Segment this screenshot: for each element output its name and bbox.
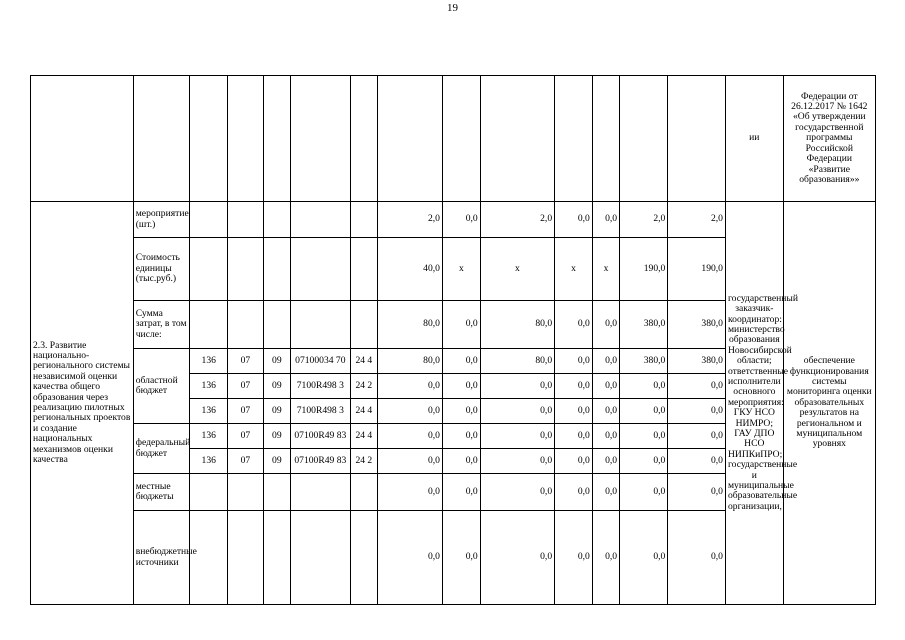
table-row: 136 07 09 7100R498 3 24 4 0,0 0,0 0,0 0,0 0,0 0,0 0,0 — [31, 399, 876, 424]
table-row: 136 07 09 7100R498 3 24 2 0,0 0,0 0,0 0,0 0,0 0,0 0,0 — [31, 374, 876, 399]
task-title: 2.3. Развитие национально-регионального системы независимой оценки качества общего образования через реализацию пилотных региональных проектов и создание национальных механизмов оценки качества — [31, 202, 134, 605]
table-row: местные бюджеты 0,0 0,0 0,0 0,0 0,0 0,0 0,0 — [31, 474, 876, 511]
executor-text: государственный заказчик-координатор: министерство образования Новосибирской области; ответственные исполнители основного мероприятия: ГКУ НСО НИМРО; ГАУ ДПО НСО НИПКиПРО; государственные и муниципальные образовательные организации, — [725, 202, 783, 605]
row-label: федеральный бюджет — [133, 424, 190, 474]
table-row: внебюджетные источники 0,0 0,0 0,0 0,0 0,0 0,0 0,0 — [31, 511, 876, 605]
table-row: 2.3. Развитие национально-регионального системы независимой оценки качества общего образования через реализацию пилотных региональных проектов и создание национальных механизмов оценки качества мероприятие (шт.) 2,0 0,0 2,0 0,0 0,0 2,0 2,0 государственный заказчик-координатор: министерство образования Новосибирской области; ответственные исполнители основного мероприятия: ГКУ НСО НИМРО; ГАУ ДПО НСО НИПКиПРО; государственные и муниципальные образовательные организации, обеспечение функционирования системы мониторинга оценки образовательных результатов на региональном и муниципальном уровнях — [31, 202, 876, 238]
page-number: 19 — [447, 2, 458, 14]
result-text: обеспечение функционирования системы мониторинга оценки образовательных результатов на региональном и муниципальном уровнях — [783, 202, 875, 605]
row-label: Сумма затрат, в том числе: — [133, 301, 190, 349]
basis-text: Федерации от 26.12.2017 № 1642 «Об утверждении государственной программы Российской Федерации «Развитие образования»» — [783, 76, 875, 202]
program-activities-table — [30, 75, 876, 605]
table-row: 136 07 09 07100R49 83 24 2 0,0 0,0 0,0 0,0 0,0 0,0 0,0 — [31, 449, 876, 474]
table-row: областной бюджет 136 07 09 07100034 70 24 4 80,0 0,0 80,0 0,0 0,0 380,0 380,0 — [31, 349, 876, 374]
row-label: Стоимость единицы (тыс.руб.) — [133, 238, 190, 301]
table-row: федеральный бюджет 136 07 09 07100R49 83 24 4 0,0 0,0 0,0 0,0 0,0 0,0 0,0 — [31, 424, 876, 449]
table-row: Сумма затрат, в том числе: 80,0 0,0 80,0 0,0 0,0 380,0 380,0 — [31, 301, 876, 349]
row-label: внебюджетные источники — [133, 511, 190, 605]
row-label: местные бюджеты — [133, 474, 190, 511]
continuation-row — [31, 76, 876, 202]
row-label: областной бюджет — [133, 349, 190, 424]
row-label: мероприятие (шт.) — [133, 202, 190, 238]
table-row: Стоимость единицы (тыс.руб.) 40,0 x x x x 190,0 190,0 — [31, 238, 876, 301]
executor-tail: ии — [725, 76, 783, 202]
